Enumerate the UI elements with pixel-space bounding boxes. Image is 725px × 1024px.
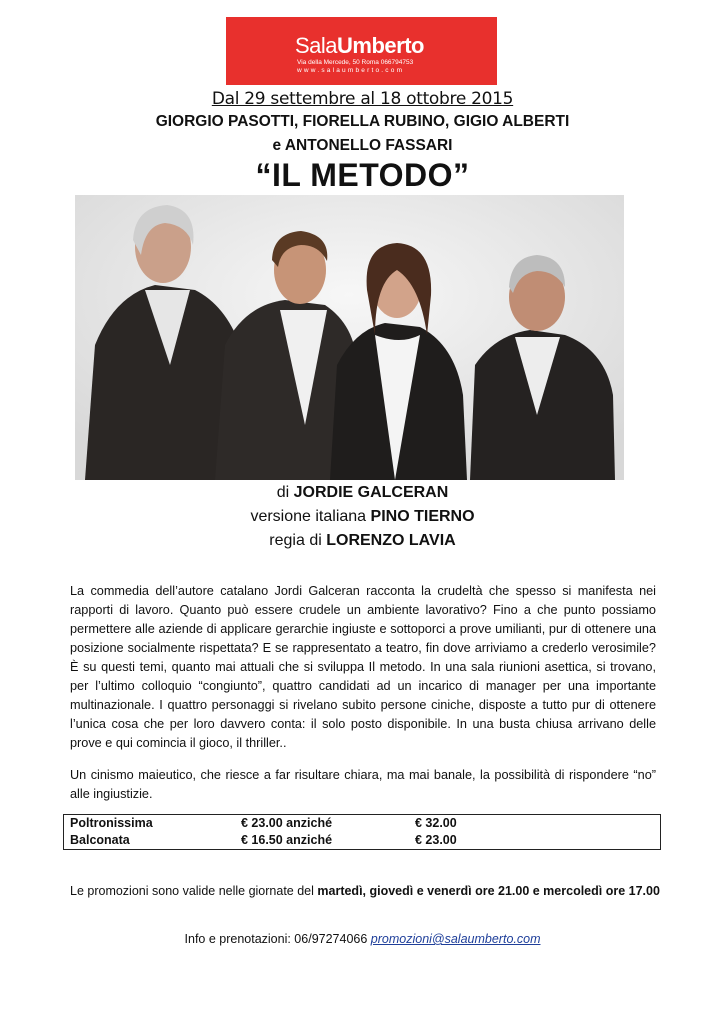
version-name: PINO TIERNO	[370, 508, 475, 525]
contact-label: Info e prenotazioni: 06/97274066	[184, 932, 371, 946]
promo-note	[70, 884, 660, 898]
promo-days: martedì, giovedì e venerdì ore 21.00 e mercoledì ore 17.00	[317, 884, 660, 898]
email-link[interactable]: promozioni@salaumberto.com	[370, 932, 541, 946]
show-title: “IL METODO”	[255, 157, 470, 193]
logo-website: www.salaumberto.com	[297, 67, 405, 74]
logo-brand	[295, 35, 424, 57]
director-name: LORENZO LAVIA	[326, 532, 456, 549]
author-prefix: di	[276, 484, 294, 501]
price-discounted: € 16.50 anziché	[241, 833, 333, 847]
promo-prefix: Le promozioni sono valide nelle giornate del	[70, 884, 318, 898]
cast-line-2: e ANTONELLO FASSARI	[272, 137, 453, 154]
cast-photo-illustration	[75, 195, 624, 480]
sala-umberto-logo	[226, 17, 497, 85]
price-original: € 32.00	[415, 816, 457, 830]
description-paragraph-2: Un cinismo maieutico, che riesce a far risultare chiara, ma mai banale, la possibilità di rispondere “no” alle ingiustizie.	[70, 768, 656, 801]
description-paragraph-1: La commedia dell’autore catalano Jordi Galceran racconta la crudeltà che spesso si manifesta nei rapporti di lavoro. Quanto può essere crudele un ambiente lavorativo? Fino a che punto possiamo permettere alle aziende di applicare gerarchie ingiuste e sottoporci a prove umilianti, pur di ottenere una posizione socialmente rispettata? E se rappresentato a teatro, fin dove arriviamo a crederlo verosimile? È su questi temi, quanto mai attuali che si sviluppa Il metodo. In una sala riunioni asettica, si trovano, per l’ultimo colloquio “congiunto”, quattro candidati ad un incarico di manager per una importante multinazionale. I quattro personaggi si rivelano subito persone ciniche, disposte a tutto pur di ottenere l’unica cosa che per loro davvero conta: il solo posto disponibile. In una busta chiusa arrivano delle prove e qui comincia il gioco, il thriller..	[70, 584, 656, 750]
logo-brand-light: Sala	[295, 33, 338, 58]
author-name: JORDIE GALCERAN	[293, 484, 449, 501]
cast-photo	[75, 195, 624, 480]
cast-line-1: GIORGIO PASOTTI, FIORELLA RUBINO, GIGIO ALBERTI	[155, 113, 570, 130]
price-discounted: € 23.00 anziché	[241, 816, 333, 830]
director-credit	[0, 532, 725, 550]
version-prefix: versione italiana	[250, 508, 371, 525]
price-label: Poltronissima	[70, 816, 153, 830]
price-label: Balconata	[70, 833, 130, 847]
price-table	[63, 814, 661, 850]
show-dates: Dal 29 settembre al 18 ottobre 2015	[211, 89, 514, 109]
version-credit	[0, 508, 725, 526]
price-row	[64, 816, 660, 833]
price-row	[64, 833, 660, 850]
logo-address: Via della Mercede, 50 Roma 066794753	[297, 59, 414, 66]
contact-info	[0, 932, 725, 946]
author-credit	[0, 484, 725, 502]
price-original: € 23.00	[415, 833, 457, 847]
logo-brand-bold: Umberto	[337, 33, 424, 58]
director-prefix: regia di	[269, 532, 327, 549]
